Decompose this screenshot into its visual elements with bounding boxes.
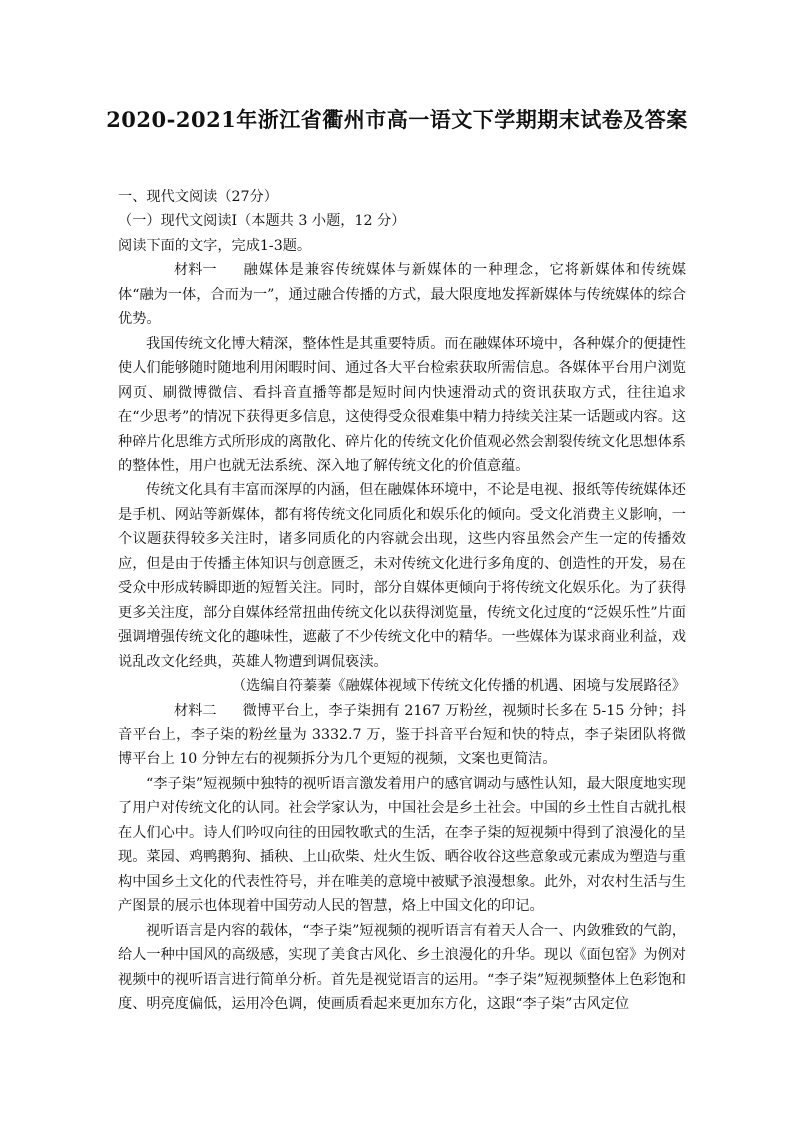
material2-paragraph-1 bbox=[118, 699, 686, 772]
material1-label: 材料一 bbox=[174, 262, 217, 279]
material2-label: 材料二 bbox=[174, 702, 217, 719]
material1-paragraph-3: 传统文化具有丰富而深厚的内涵，但在融媒体环境中，不论是电视、报纸等传统媒体还是手机、网站等新媒体，都有将传统文化同质化和娱乐化的倾向。受文化消费主义影响，一个议题获得较多关注时，诸多同质化的内容就会出现，这些内容虽然会产生一定的传播效应，但是由于传播主体知识与创意匮乏，未对传统文化进行多角度的、创造性的开发，易在受众中形成转瞬即逝的短暂关注。同时，部分自媒体更倾向于将传统文化娱乐化。为了获得更多关注度，部分自媒体经常扭曲传统文化以获得浏览量，传统文化过度的“泛娱乐性”片面强调增强传统文化的趣味性，遮蔽了不少传统文化中的精华。一些媒体为谋求商业利益，戏说乱改文化经典，英雄人物遭到调侃亵渎。 bbox=[118, 482, 686, 670]
section-heading: 一、现代文阅读（27分） bbox=[118, 189, 278, 205]
material2-paragraph-1-text: 微博平台上，李子柒拥有 2167 万粉丝，视频时长多在 5-15 分钟；抖音平台上，李子柒的粉丝量为 3332.7 万，鉴于抖音平台短和快的特点，李子柒团队将微博平台上 10 分钟左右的视频拆分为几个更短的视频，文案也更简洁。 bbox=[118, 702, 686, 768]
material1-paragraph-2: 我国传统文化博大精深，整体性是其重要特质。而在融媒体环境中，各种媒介的便捷性使人们能够随时随地利用闲暇时间、通过各大平台检索获取所需信息。各媒体平台用户浏览网页、刷微博微信、看抖音直播等都是短时间内快速滑动式的资讯获取方式，往往追求在“少思考”的情况下获得更多信息，这使得受众很难集中精力持续关注某一话题或内容。这种碎片化思维方式所形成的离散化、碎片化的传统文化价值观必然会割裂传统文化思想体系的整体性，用户也就无法系统、深入地了解传统文化的价值意蕴。 bbox=[118, 335, 686, 474]
document-body bbox=[118, 185, 686, 1016]
material2-paragraph-3: 视听语言是内容的载体，“李子柒”短视频的视听语言有着天人合一、内敛雅致的气韵，给人一种中国风的高级感，实现了美食古风化、乡土浪漫化的升华。现以《面包窑》为例对视频中的视听语言进行简单分析。首先是视觉语言的运用。“李子柒”短视频整体上色彩饱和度、明亮度偏低，运用冷色调，使画质看起来更加东方化，这跟“李子柒”古风定位 bbox=[118, 922, 686, 1012]
material1-source: （选编自符蓁蓁《融媒体视域下传统文化传播的机遇、困境与发展路径》 bbox=[231, 678, 686, 695]
subsection-heading: （一）现代文阅读Ⅰ（本题共 3 小题，12 分） bbox=[118, 213, 406, 230]
material1-paragraph-1-text: 融媒体是兼容传统媒体与新媒体的一种理念，它将新媒体和传统媒体“融为一体，合而为一”，通过融合传播的方式，最大限度地发挥新媒体与传统媒体的综合优势。 bbox=[118, 262, 686, 328]
reading-instruction: 阅读下面的文字，完成1-3题。 bbox=[118, 237, 312, 254]
material2-paragraph-2: “李子柒”短视频中独特的视听语言激发着用户的感官调动与感性认知，最大限度地实现了用户对传统文化的认同。社会学家认为，中国社会是乡土社会。中国的乡土性自古就扎根在人们心中。诗人们吟叹向往的田园牧歌式的生活，在李子柒的短视频中得到了浪漫化的呈现。菜园、鸡鸭鹅狗、插秧、上山砍柴、灶火生饭、晒谷收谷这些意象或元素成为塑造与重构中国乡土文化的代表性符号，并在唯美的意境中被赋予浪漫想象。此外，对农村生活与生产图景的展示也体现着中国劳动人民的智慧，烙上中国文化的印记。 bbox=[118, 775, 686, 915]
document-title: 2020-2021年浙江省衢州市高一语文下学期期末试卷及答案 bbox=[106, 107, 688, 132]
material1-paragraph-1 bbox=[118, 258, 686, 331]
